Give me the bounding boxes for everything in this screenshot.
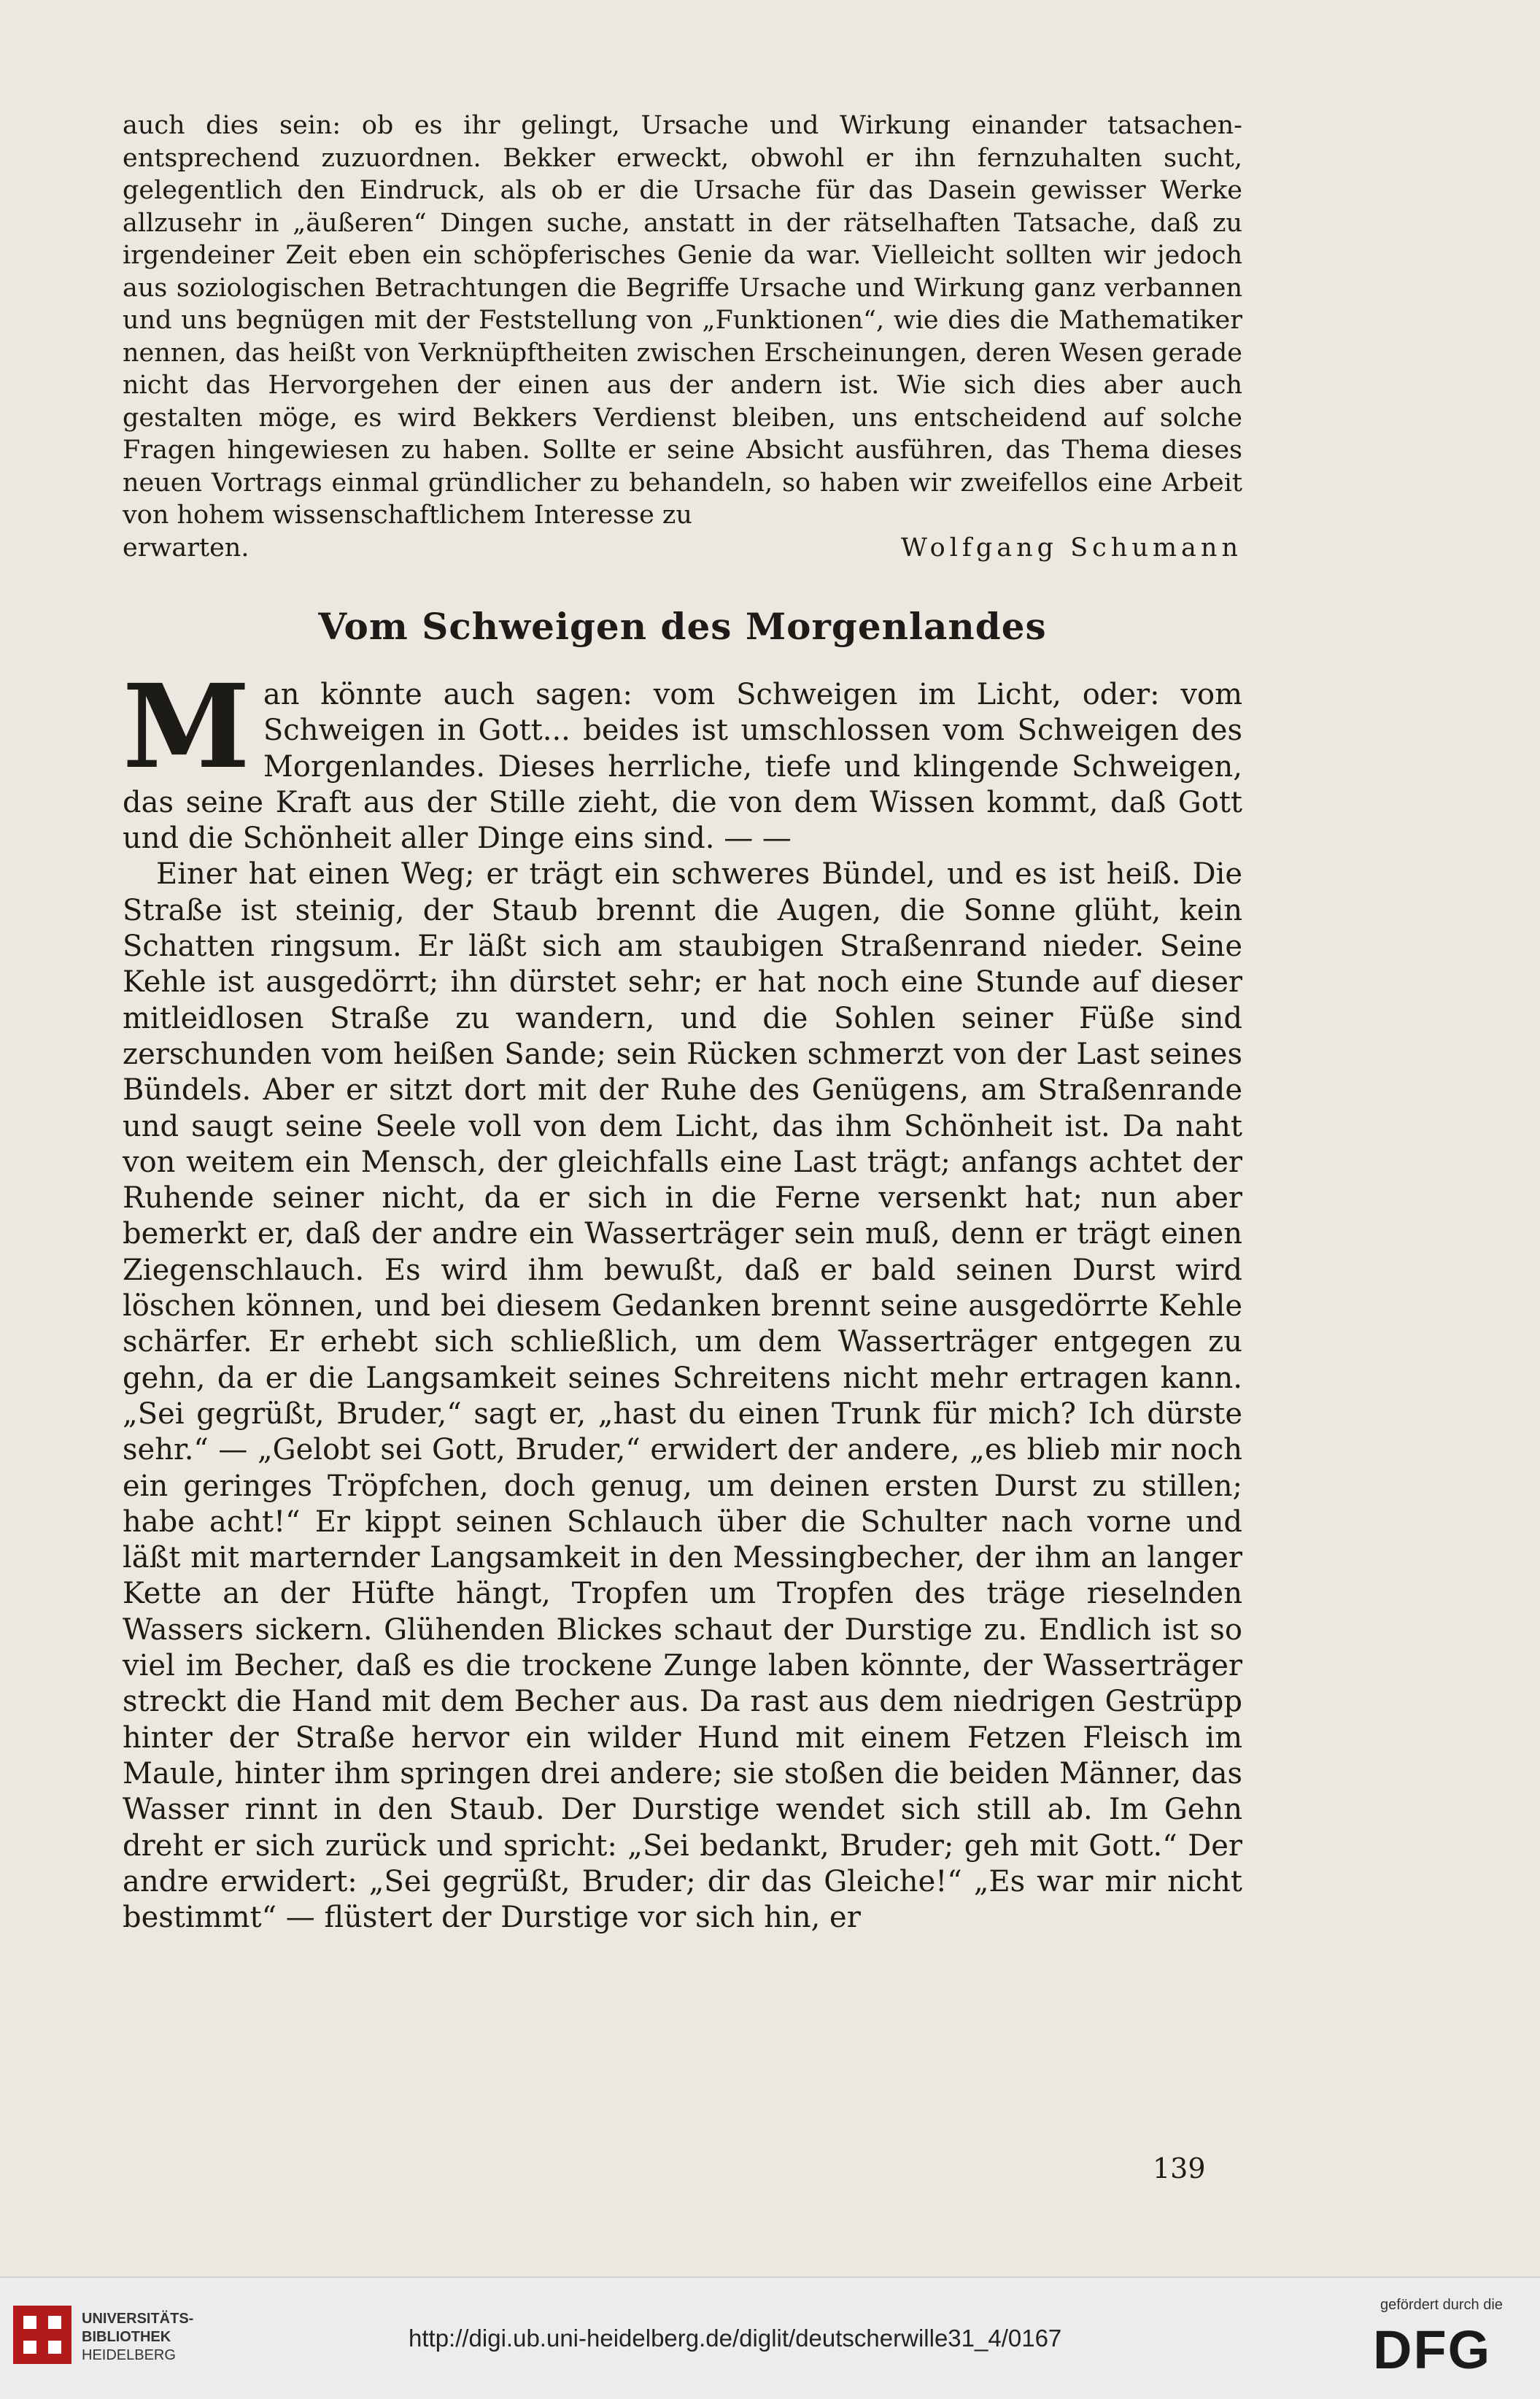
funding-caption: gefördert durch die [1380, 2297, 1503, 2313]
review-author: Wolfgang Schumann [901, 533, 1242, 563]
review-last-line: erwarten. [123, 533, 249, 563]
review-section [123, 109, 1242, 564]
university-library-name[interactable] [82, 2310, 193, 2365]
viewer-footer [0, 2276, 1540, 2399]
page-number: 139 [1153, 2152, 1206, 2184]
permalink-url[interactable]: http://digi.ub.uni-heidelberg.de/diglit/deutscherwille31_4/0167 [409, 2325, 1062, 2352]
article-first-paragraph-text: an könnte auch sagen: vom Schweigen im Licht, oder: vom Schweigen in Gott... beides ist umschlossen vom Schweigen des Morgenlandes. Dieses herrliche, tiefe und klingende Schweigen, das seine Kraft aus der Stille zieht, die von dem Wissen kommt, daß Gott und die Schönheit aller Dinge eins sind. — — [123, 678, 1242, 856]
review-signature [123, 532, 1242, 565]
article-title: Vom Schweigen des Morgenlandes [318, 605, 1047, 648]
article-body [123, 660, 1242, 1936]
review-paragraph: auch dies sein: ob es ihr gelingt, Ursache und Wirkung einander tatsachen-entsprechend zuzuordnen. Bekker erweckt, obwohl er ihn fernzuhalten sucht, gelegentlich den Eindruck, als ob er die Ursache für das Dasein gewisser Werke allzusehr in „äußeren“ Dingen suche, anstatt in der rätselhaften Tatsache, daß zu irgendeiner Zeit eben ein schöpferisches Genie da war. Vielleicht sollten wir jedoch aus soziologischen Betrachtungen die Begriffe Ursache und Wirkung ganz verbannen und uns begnügen mit der Feststellung von „Funktionen“, wie dies die Mathematiker nennen, das heißt von Verknüpftheiten zwischen Erscheinungen, deren Wesen gerade nicht das Hervorgehen der einen aus der andern ist. Wie sich dies aber auch gestalten möge, es wird Bekkers Verdienst bleiben, uns entscheidend auf solche Fragen hingewiesen zu haben. Sollte er seine Absicht ausführen, das Thema dieses neuen Vortrags einmal gründlicher zu behandeln, so haben wir zweifellos eine Arbeit von hohem wissenschaftlichem Interesse zu [123, 111, 1242, 530]
university-library-logo-icon [13, 2306, 71, 2364]
article-first-paragraph [123, 660, 1242, 857]
article-second-paragraph: Einer hat einen Weg; er trägt ein schweres Bündel, und es ist heiß. Die Straße ist steinig, der Staub brennt die Augen, die Sonne glüht, kein Schatten ringsum. Er läßt sich am staubigen Straßenrand nieder. Seine Kehle ist ausgedörrt; ihn dürstet sehr; er hat noch eine Stunde auf dieser mitleidlosen Straße zu wandern, und die Sohlen seiner Füße sind zerschunden vom heißen Sande; sein Rücken schmerzt von der Last seines Bündels. Aber er sitzt dort mit der Ruhe des Genügens, am Straßenrande und saugt seine Seele voll von dem Licht, das ihm Schönheit ist. Da naht von weitem ein Mensch, der gleichfalls eine Last trägt; anfangs achtet der Ruhende seiner nicht, da er sich in die Ferne versenkt hat; nun aber bemerkt er, daß der andre ein Wasserträger sein muß, denn er trägt einen Ziegenschlauch. Es wird ihm bewußt, daß er bald seinen Durst wird löschen können, und bei diesem Gedanken brennt seine ausgedörrte Kehle schärfer. Er erhebt sich schließlich, um dem Wasserträger entgegen zu gehn, da er die Langsamkeit seines Schreitens nicht mehr ertragen kann. „Sei gegrüßt, Bruder,“ sagt er, „hast du einen Trunk für mich? Ich dürste sehr.“ — „Gelobt sei Gott, Bruder,“ erwidert der andere, „es blieb mir noch ein geringes Tröpfchen, doch genug, um deinen ersten Durst zu stillen; habe acht!“ Er kippt seinen Schlauch über die Schulter nach vorne und läßt mit marternder Langsamkeit in den Messingbecher, der ihm an langer Kette an der Hüfte hängt, Tropfen um Tropfen des träge rieselnden Wassers sickern. Glühenden Blickes schaut der Durstige zu. Endlich ist so viel im Becher, daß es die trockene Zunge laben könnte, der Wasserträger streckt die Hand mit dem Becher aus. Da rast aus dem niedrigen Gestrüpp hinter der Straße hervor ein wilder Hund mit einem Fetzen Fleisch im Maule, hinter ihm springen drei andere; sie stoßen die beiden Männer, das Wasser rinnt in den Staub. Der Durstige wendet sich still ab. Im Gehn dreht er sich zurück und spricht: „Sei bedankt, Bruder; geh mit Gott.“ Der andre erwidert: „Sei gegrüßt, Bruder; dir das Gleiche!“ „Es war mir nicht bestimmt“ — flüstert der Durstige vor sich hin, er [123, 857, 1242, 1935]
page-content [123, 109, 1242, 1936]
dfg-logo[interactable]: DFG [1373, 2319, 1492, 2380]
dropcap-letter: M [123, 660, 250, 795]
library-name-line-1: UNIVERSITÄTS- [82, 2311, 194, 2327]
library-name-line-2: BIBLIOTHEK [82, 2329, 171, 2345]
library-name-line-3: HEIDELBERG [82, 2347, 176, 2363]
